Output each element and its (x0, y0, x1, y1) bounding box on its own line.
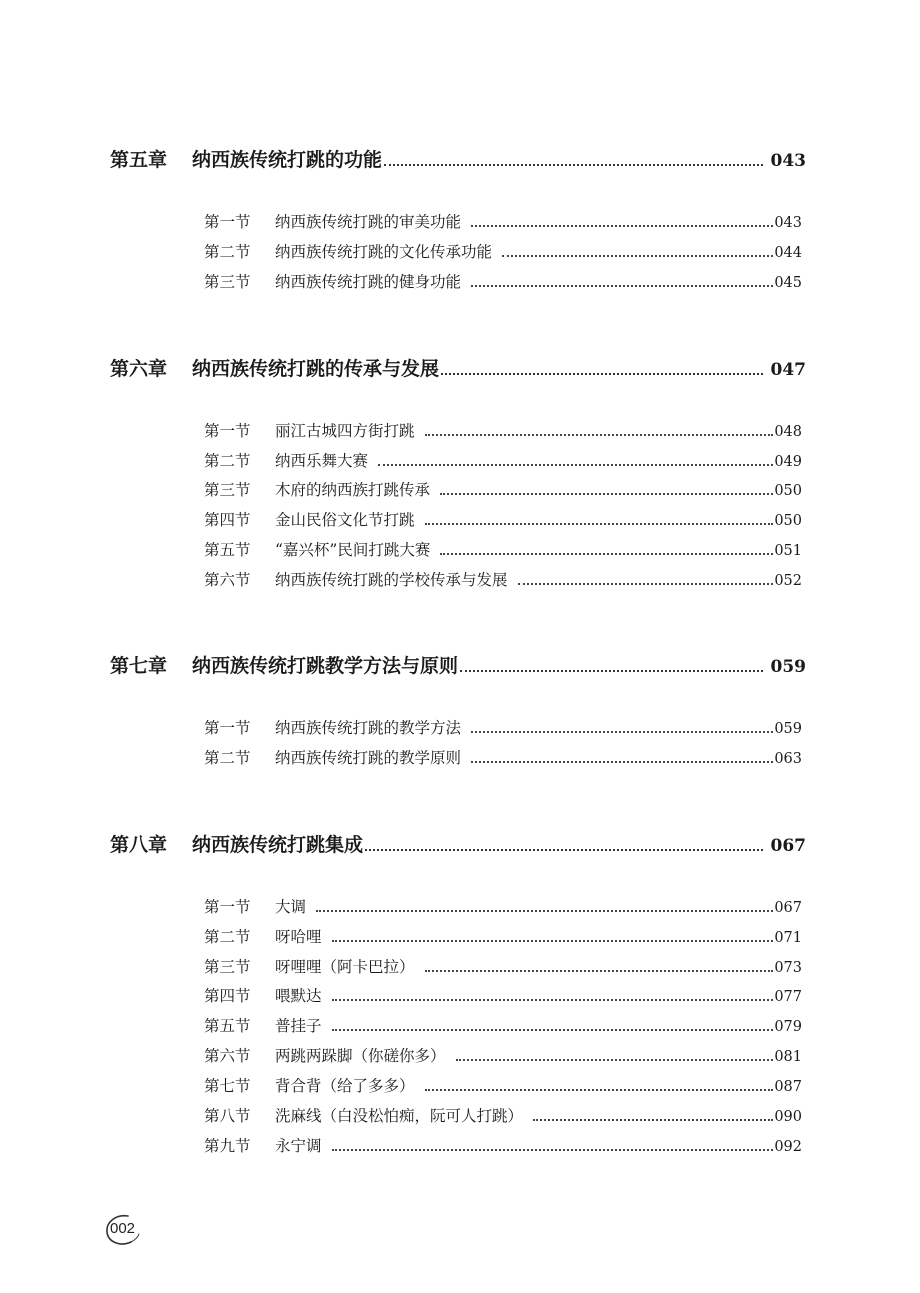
section-page-number: 050 (774, 513, 802, 529)
page-number: 002 (110, 1220, 136, 1237)
section-page-number: 052 (774, 573, 802, 589)
section-title: 金山民俗文化节打跳 (275, 511, 415, 529)
section-number: 第四节 (204, 987, 251, 1005)
toc-section[interactable] (204, 1104, 802, 1129)
section-title: 纳西族传统打跳的教学原则 (275, 749, 462, 767)
toc-section[interactable] (204, 210, 802, 235)
chapter-number: 第六章 (110, 358, 168, 380)
section-page-number: 073 (774, 960, 802, 976)
section-number: 第五节 (204, 1017, 251, 1035)
toc-section[interactable] (204, 925, 802, 950)
section-number: 第二节 (204, 928, 251, 946)
section-title: 两跳两跺脚（你磋你多） (275, 1047, 446, 1065)
section-page-number: 051 (774, 543, 802, 559)
section-page-number: 059 (774, 721, 802, 737)
section-number: 第三节 (204, 481, 251, 499)
section-number: 第一节 (204, 422, 251, 440)
dot-leader (471, 731, 773, 733)
toc-chapter-8[interactable] (110, 831, 806, 860)
toc-section[interactable] (204, 955, 802, 980)
section-number: 第一节 (204, 213, 251, 231)
section-page-number: 043 (774, 215, 802, 231)
section-number: 第一节 (204, 719, 251, 737)
section-page-number: 063 (774, 751, 802, 767)
dot-leader (456, 1059, 774, 1061)
section-page-number: 049 (774, 454, 802, 470)
chapter-number: 第八章 (110, 834, 168, 856)
section-number: 第六节 (204, 1047, 251, 1065)
toc-section[interactable] (204, 746, 802, 771)
dot-leader (502, 255, 773, 257)
chapter-page-number: 067 (770, 836, 806, 856)
dot-leader (471, 225, 773, 227)
dot-leader (332, 940, 774, 942)
section-page-number: 071 (774, 930, 802, 946)
section-number: 第二节 (204, 243, 251, 261)
page-number-badge (104, 1212, 142, 1248)
dot-leader (471, 285, 773, 287)
section-page-number: 077 (774, 989, 802, 1005)
chapter-page-number: 059 (770, 657, 806, 677)
dot-leader (518, 583, 774, 585)
section-title: 纳西族传统打跳的学校传承与发展 (275, 571, 508, 589)
section-number: 第四节 (204, 511, 251, 529)
toc-section[interactable] (204, 716, 802, 741)
section-title: 纳西族传统打跳的审美功能 (275, 213, 462, 231)
chapter-title: 纳西族传统打跳的传承与发展 (192, 358, 440, 380)
section-title: 呀哈哩 (275, 928, 322, 946)
chapter-title: 纳西族传统打跳集成 (192, 834, 364, 856)
section-title: 木府的纳西族打跳传承 (275, 481, 431, 499)
section-page-number: 081 (774, 1049, 802, 1065)
section-page-number: 050 (774, 483, 802, 499)
toc-section[interactable] (204, 984, 802, 1009)
section-title: 纳西乐舞大赛 (275, 452, 369, 470)
dot-leader (365, 849, 762, 851)
toc-section[interactable] (204, 1014, 802, 1039)
toc-section[interactable] (204, 449, 802, 474)
section-title: 大调 (275, 898, 307, 916)
toc-section[interactable] (204, 508, 802, 533)
dot-leader (441, 373, 762, 375)
section-number: 第六节 (204, 571, 251, 589)
toc-chapter-5[interactable] (110, 146, 806, 175)
section-title: 纳西族传统打跳的教学方法 (275, 719, 462, 737)
section-title: 纳西族传统打跳的文化传承功能 (275, 243, 493, 261)
section-title: 喂默达 (275, 987, 322, 1005)
chapter-number: 第七章 (110, 655, 168, 677)
toc-section[interactable] (204, 895, 802, 920)
dot-leader (425, 1089, 774, 1091)
dot-leader (332, 1029, 774, 1031)
section-page-number: 092 (774, 1139, 802, 1155)
toc-section[interactable] (204, 478, 802, 503)
section-number: 第二节 (204, 749, 251, 767)
section-page-number: 044 (774, 245, 802, 261)
dot-leader (332, 1149, 774, 1151)
dot-leader (332, 999, 774, 1001)
section-title: 纳西族传统打跳的健身功能 (275, 273, 462, 291)
section-title: 丽江古城四方街打跳 (275, 422, 415, 440)
section-number: 第三节 (204, 273, 251, 291)
toc-section[interactable] (204, 538, 802, 563)
section-number: 第二节 (204, 452, 251, 470)
section-number: 第五节 (204, 541, 251, 559)
chapter-page-number: 043 (770, 151, 806, 171)
toc-chapter-7[interactable] (110, 652, 806, 681)
dot-leader (471, 761, 773, 763)
section-title: 呀哩哩（阿卡巴拉） (275, 958, 415, 976)
dot-leader (440, 493, 773, 495)
section-title: 普挂子 (275, 1017, 322, 1035)
section-page-number: 067 (774, 900, 802, 916)
toc-chapter-6[interactable] (110, 355, 806, 384)
dot-leader (425, 523, 774, 525)
section-page-number: 087 (774, 1079, 802, 1095)
toc-section[interactable] (204, 419, 802, 444)
section-number: 第七节 (204, 1077, 251, 1095)
chapter-page-number: 047 (770, 360, 806, 380)
section-number: 第三节 (204, 958, 251, 976)
section-page-number: 048 (774, 424, 802, 440)
chapter-title: 纳西族传统打跳的功能 (192, 149, 383, 171)
section-title: 洗麻线（白没松怕痴，阮可人打跳） (275, 1107, 524, 1125)
toc-section[interactable] (204, 568, 802, 593)
section-number: 第一节 (204, 898, 251, 916)
toc-section[interactable] (204, 1134, 802, 1159)
dot-leader (425, 970, 774, 972)
dot-leader (440, 553, 773, 555)
chapter-title: 纳西族传统打跳教学方法与原则 (192, 655, 459, 677)
section-page-number: 045 (774, 275, 802, 291)
dot-leader (460, 670, 762, 672)
dot-leader (384, 164, 762, 166)
section-number: 第八节 (204, 1107, 251, 1125)
section-title: 永宁调 (275, 1137, 322, 1155)
section-title: 背合背（给了多多） (275, 1077, 415, 1095)
toc-section[interactable] (204, 240, 802, 265)
dot-leader (316, 910, 773, 912)
section-page-number: 079 (774, 1019, 802, 1035)
section-page-number: 090 (774, 1109, 802, 1125)
toc-section[interactable] (204, 270, 802, 295)
dot-leader (378, 464, 773, 466)
dot-leader (533, 1119, 773, 1121)
chapter-number: 第五章 (110, 149, 168, 171)
toc-section[interactable] (204, 1074, 802, 1099)
toc-section[interactable] (204, 1044, 802, 1069)
section-title: “嘉兴杯”民间打跳大赛 (275, 541, 431, 559)
section-number: 第九节 (204, 1137, 251, 1155)
dot-leader (425, 434, 774, 436)
